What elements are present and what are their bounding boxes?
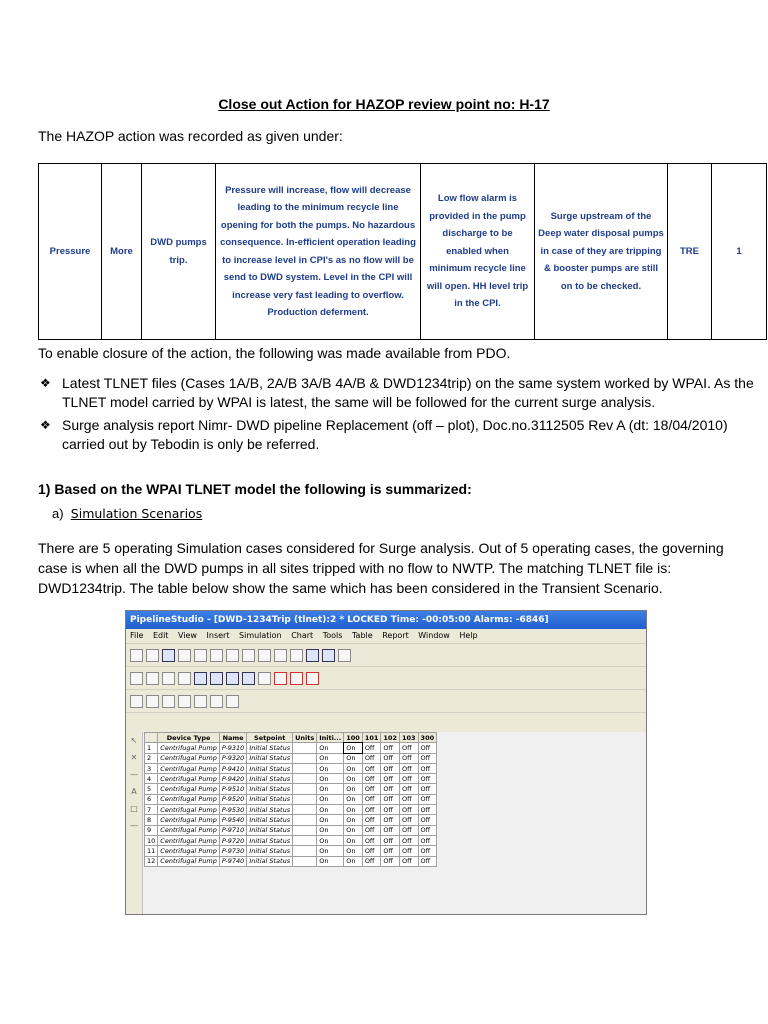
- column-header[interactable]: Units: [293, 733, 317, 743]
- table-cell[interactable]: 6: [145, 794, 158, 804]
- redo-icon[interactable]: [274, 649, 287, 662]
- table-cell[interactable]: P-9540: [219, 815, 246, 825]
- hazop-parameter: Pressure: [39, 164, 102, 340]
- valve-icon[interactable]: [242, 672, 255, 685]
- table-cell[interactable]: P-9710: [219, 825, 246, 835]
- table-cell[interactable]: Off: [418, 815, 437, 825]
- print-icon[interactable]: [178, 649, 191, 662]
- menu-bar: [126, 629, 646, 644]
- bullet-text: Surge analysis report Nimr- DWD pipeline Replacement (off – plot), Doc.no.3112505 Rev A (dt: 18/04/2010) carried out by Tebodin is only be referred.: [62, 417, 728, 452]
- table-row[interactable]: [145, 794, 437, 804]
- table-row[interactable]: [145, 743, 437, 753]
- align-icon[interactable]: [130, 695, 143, 708]
- menu-item[interactable]: File: [130, 631, 144, 640]
- table-row[interactable]: [145, 774, 437, 784]
- table-cell[interactable]: Off: [381, 805, 400, 815]
- table-row[interactable]: [145, 825, 437, 835]
- column-header[interactable]: [145, 733, 158, 743]
- column-header[interactable]: Setpoint: [247, 733, 293, 743]
- table-cell[interactable]: P-9530: [219, 805, 246, 815]
- table-cell[interactable]: Off: [418, 835, 437, 845]
- table-cell[interactable]: Off: [362, 856, 381, 866]
- table-cell[interactable]: P-9730: [219, 846, 246, 856]
- table-cell[interactable]: Off: [362, 846, 381, 856]
- table-cell[interactable]: 5: [145, 784, 158, 794]
- table-cell[interactable]: On: [344, 815, 363, 825]
- hazop-priority: 1: [712, 164, 767, 340]
- table-cell[interactable]: 10: [145, 835, 158, 845]
- table-cell[interactable]: Off: [418, 753, 437, 763]
- menu-item[interactable]: Help: [459, 631, 478, 640]
- table-cell[interactable]: Initial Status: [247, 835, 293, 845]
- table-cell[interactable]: Off: [381, 753, 400, 763]
- copy-icon[interactable]: [226, 649, 239, 662]
- table-cell[interactable]: Off: [399, 743, 418, 753]
- menu-item[interactable]: Table: [351, 631, 373, 640]
- table-row[interactable]: [145, 753, 437, 763]
- table-cell[interactable]: Off: [418, 763, 437, 773]
- table-cell[interactable]: Initial Status: [247, 784, 293, 794]
- table-cell[interactable]: On: [317, 763, 344, 773]
- table-cell[interactable]: Off: [362, 825, 381, 835]
- table-cell[interactable]: 12: [145, 856, 158, 866]
- table-cell[interactable]: Centrifugal Pump: [158, 743, 220, 753]
- table-cell[interactable]: On: [317, 743, 344, 753]
- bullet-text: Latest TLNET files (Cases 1A/B, 2A/B 3A/B 4A/B & DWD1234trip) on the same system worked by WPAI. As the TLNET model carried by WPAI is latest, the same will be followed for the current surge analysis.: [62, 375, 754, 410]
- table-cell[interactable]: On: [344, 805, 363, 815]
- table-cell[interactable]: Centrifugal Pump: [158, 774, 220, 784]
- table-cell[interactable]: Centrifugal Pump: [158, 825, 220, 835]
- table-cell[interactable]: Off: [399, 794, 418, 804]
- table-cell[interactable]: Off: [399, 805, 418, 815]
- table-cell[interactable]: Off: [418, 856, 437, 866]
- line-icon[interactable]: [274, 672, 287, 685]
- data-grid-area: [126, 732, 646, 914]
- table-cell[interactable]: Centrifugal Pump: [158, 763, 220, 773]
- menu-item[interactable]: Chart: [291, 631, 314, 640]
- print-preview-icon[interactable]: [194, 649, 207, 662]
- table-cell[interactable]: Off: [399, 856, 418, 866]
- table-cell[interactable]: On: [317, 835, 344, 845]
- table-cell[interactable]: Initial Status: [247, 753, 293, 763]
- table-cell[interactable]: Centrifugal Pump: [158, 794, 220, 804]
- table-cell[interactable]: Centrifugal Pump: [158, 856, 220, 866]
- toolbar-3: [126, 690, 646, 713]
- table-cell[interactable]: Off: [362, 815, 381, 825]
- table-cell[interactable]: Off: [418, 825, 437, 835]
- table-cell[interactable]: [293, 846, 317, 856]
- menu-item[interactable]: Simulation: [239, 631, 282, 640]
- table-cell[interactable]: Centrifugal Pump: [158, 784, 220, 794]
- table-cell[interactable]: Off: [362, 835, 381, 845]
- undo-icon[interactable]: [258, 649, 271, 662]
- table-cell[interactable]: Off: [381, 763, 400, 773]
- table-row[interactable]: [145, 763, 437, 773]
- table-cell[interactable]: Off: [418, 805, 437, 815]
- table-cell[interactable]: On: [344, 856, 363, 866]
- table-cell[interactable]: Centrifugal Pump: [158, 815, 220, 825]
- table-cell[interactable]: On: [344, 753, 363, 763]
- wave-icon[interactable]: [290, 672, 303, 685]
- column-header[interactable]: 101: [362, 733, 381, 743]
- table-cell[interactable]: Initial Status: [247, 763, 293, 773]
- delete-icon[interactable]: ✕: [130, 753, 138, 762]
- table-cell[interactable]: Off: [418, 794, 437, 804]
- table-cell[interactable]: On: [344, 763, 363, 773]
- table-cell[interactable]: On: [317, 846, 344, 856]
- table-cell[interactable]: Off: [399, 784, 418, 794]
- step-icon[interactable]: [226, 695, 239, 708]
- table-cell[interactable]: [293, 825, 317, 835]
- table-cell[interactable]: Off: [399, 774, 418, 784]
- palette-sidebar: [126, 732, 143, 914]
- table-row[interactable]: [145, 856, 437, 866]
- hazop-consequence: Pressure will increase, flow will decrease leading to the minimum recycle line opening for both the pumps. No hazardous consequence. In-efficient operation leading to increase level in CPI's as no flow will be send to DWD system. Level in the CPI will increase very fast leading to overflow. Production deferment.: [216, 164, 421, 340]
- table-cell[interactable]: Off: [362, 774, 381, 784]
- table-cell[interactable]: Off: [381, 825, 400, 835]
- paste-icon[interactable]: [242, 649, 255, 662]
- table-cell[interactable]: Off: [418, 774, 437, 784]
- table-header-row: [145, 733, 437, 743]
- table-row[interactable]: [145, 846, 437, 856]
- table-cell[interactable]: On: [344, 743, 363, 753]
- table-row[interactable]: [145, 805, 437, 815]
- toolbar-1: [126, 644, 646, 667]
- table-cell[interactable]: On: [317, 825, 344, 835]
- table-cell[interactable]: P-9510: [219, 784, 246, 794]
- table-cell[interactable]: Off: [399, 825, 418, 835]
- distribute-icon[interactable]: [146, 695, 159, 708]
- column-header[interactable]: Initi...: [317, 733, 344, 743]
- hazop-cause: DWD pumps trip.: [142, 164, 216, 340]
- table-cell[interactable]: Off: [381, 743, 400, 753]
- table-cell[interactable]: Initial Status: [247, 846, 293, 856]
- table-cell[interactable]: On: [317, 815, 344, 825]
- table-cell[interactable]: [293, 815, 317, 825]
- table-cell[interactable]: [293, 794, 317, 804]
- table-cell[interactable]: Initial Status: [247, 856, 293, 866]
- bullet-list: [38, 374, 768, 458]
- device-table: [144, 732, 437, 867]
- subsection-title: Simulation Scenarios: [70, 506, 203, 521]
- cut-icon[interactable]: [210, 649, 223, 662]
- intro-text: The HAZOP action was recorded as given under:: [38, 128, 343, 144]
- table-cell[interactable]: Off: [399, 846, 418, 856]
- table-cell[interactable]: Off: [399, 763, 418, 773]
- hazop-safeguards: Low flow alarm is provided in the pump discharge to be enabled when minimum recycle line will open. HH level trip in the CPI.: [421, 164, 535, 340]
- table-cell[interactable]: On: [317, 753, 344, 763]
- table-cell[interactable]: 7: [145, 805, 158, 815]
- text-tool-icon[interactable]: A: [131, 787, 137, 796]
- report-icon[interactable]: [338, 649, 351, 662]
- page-title: Close out Action for HAZOP review point no: H-17: [218, 96, 550, 112]
- table-cell[interactable]: 2: [145, 753, 158, 763]
- table-cell[interactable]: [293, 835, 317, 845]
- table-cell[interactable]: P-9740: [219, 856, 246, 866]
- table-cell[interactable]: Off: [399, 835, 418, 845]
- enable-text: To enable closure of the action, the following was made available from PDO.: [38, 345, 511, 361]
- stop-icon[interactable]: [194, 695, 207, 708]
- box-tool-icon[interactable]: □: [130, 804, 138, 813]
- table-cell[interactable]: On: [344, 794, 363, 804]
- table-cell[interactable]: 4: [145, 774, 158, 784]
- table-cell[interactable]: Off: [381, 815, 400, 825]
- column-header[interactable]: 100: [344, 733, 363, 743]
- play-icon[interactable]: [178, 695, 191, 708]
- check-icon[interactable]: [258, 672, 271, 685]
- table-cell[interactable]: Off: [381, 794, 400, 804]
- table-row[interactable]: [145, 815, 437, 825]
- section-heading: 1) Based on the WPAI TLNET model the following is summarized:: [38, 481, 472, 497]
- diamond-bullet-icon: ❖: [40, 376, 51, 390]
- table-cell[interactable]: Off: [362, 794, 381, 804]
- find-icon[interactable]: [290, 649, 303, 662]
- table-cell[interactable]: [293, 805, 317, 815]
- table-cell[interactable]: Initial Status: [247, 815, 293, 825]
- list-item: [38, 374, 768, 412]
- select-icon[interactable]: [178, 672, 191, 685]
- table-cell[interactable]: Off: [418, 846, 437, 856]
- table-cell[interactable]: Off: [399, 753, 418, 763]
- table-cell[interactable]: 9: [145, 825, 158, 835]
- table-cell[interactable]: 3: [145, 763, 158, 773]
- table-cell[interactable]: [293, 743, 317, 753]
- table-row: [39, 164, 767, 340]
- table-icon[interactable]: [306, 649, 319, 662]
- list-item: [38, 416, 768, 454]
- table-cell[interactable]: 11: [145, 846, 158, 856]
- table-cell[interactable]: On: [317, 805, 344, 815]
- table-cell[interactable]: Initial Status: [247, 774, 293, 784]
- hazop-table: [38, 163, 767, 340]
- table-cell[interactable]: [293, 774, 317, 784]
- table-cell[interactable]: P-9310: [219, 743, 246, 753]
- table-cell[interactable]: Off: [362, 743, 381, 753]
- table-cell[interactable]: On: [317, 856, 344, 866]
- zoom-out-icon[interactable]: [146, 672, 159, 685]
- menu-item[interactable]: Tools: [322, 631, 343, 640]
- table-cell[interactable]: [293, 856, 317, 866]
- table-cell[interactable]: Off: [381, 846, 400, 856]
- save-icon[interactable]: [162, 649, 175, 662]
- table-cell[interactable]: Off: [418, 743, 437, 753]
- menu-item[interactable]: Insert: [206, 631, 230, 640]
- table-cell[interactable]: Centrifugal Pump: [158, 846, 220, 856]
- table-cell[interactable]: On: [317, 784, 344, 794]
- new-file-icon[interactable]: [130, 649, 143, 662]
- table-cell[interactable]: P-9420: [219, 774, 246, 784]
- table-cell[interactable]: 8: [145, 815, 158, 825]
- column-header[interactable]: Name: [219, 733, 246, 743]
- table-cell[interactable]: On: [317, 774, 344, 784]
- table-cell[interactable]: Off: [381, 856, 400, 866]
- pointer-icon[interactable]: ↖: [130, 736, 138, 745]
- table-cell[interactable]: Initial Status: [247, 743, 293, 753]
- table-cell[interactable]: On: [344, 835, 363, 845]
- node-icon[interactable]: [210, 672, 223, 685]
- column-header[interactable]: 102: [381, 733, 400, 743]
- hazop-responsible: TRE: [668, 164, 712, 340]
- line-tool-icon[interactable]: —: [130, 770, 138, 779]
- table-cell[interactable]: Off: [418, 784, 437, 794]
- table-cell[interactable]: On: [317, 794, 344, 804]
- table-cell[interactable]: 1: [145, 743, 158, 753]
- zoom-in-icon[interactable]: [130, 672, 143, 685]
- open-file-icon[interactable]: [146, 649, 159, 662]
- table-cell[interactable]: Off: [362, 805, 381, 815]
- table-cell[interactable]: Off: [362, 763, 381, 773]
- hazop-recommendation: Surge upstream of the Deep water disposal pumps in case of they are tripping & booster pumps are still on to be checked.: [535, 164, 668, 340]
- table-cell[interactable]: P-9720: [219, 835, 246, 845]
- table-cell[interactable]: P-9520: [219, 794, 246, 804]
- column-header[interactable]: Device Type: [158, 733, 220, 743]
- column-header[interactable]: 103: [399, 733, 418, 743]
- pipe-icon[interactable]: [194, 672, 207, 685]
- table-row[interactable]: [145, 835, 437, 845]
- subsection-heading: [52, 506, 202, 521]
- table-cell[interactable]: Off: [399, 815, 418, 825]
- grid-icon[interactable]: [162, 695, 175, 708]
- table-cell[interactable]: On: [344, 774, 363, 784]
- table-cell[interactable]: On: [344, 784, 363, 794]
- subsection-prefix: a): [52, 506, 64, 521]
- table-cell[interactable]: P-9410: [219, 763, 246, 773]
- table-cell[interactable]: On: [344, 846, 363, 856]
- table-cell[interactable]: Initial Status: [247, 794, 293, 804]
- pipelinestudio-screenshot: [125, 610, 647, 915]
- pipe-tool-icon[interactable]: —: [130, 821, 138, 830]
- table-cell[interactable]: On: [344, 825, 363, 835]
- window-title-bar: PipelineStudio - [DWD-1234Trip (tlnet):2 * LOCKED Time: -00:05:00 Alarms: -6846]: [126, 611, 646, 629]
- table-cell[interactable]: Off: [381, 835, 400, 845]
- column-header[interactable]: 300: [418, 733, 437, 743]
- table-cell[interactable]: [293, 763, 317, 773]
- paragraph: There are 5 operating Simulation cases considered for Surge analysis. Out of 5 operating cases, the governing case is when all the DWD pumps in all sites tripped with no flow to NWTP. The matching TLNET file is: DWD1234trip. The table below show the same which has been considered in the Transient Scenario.: [38, 540, 724, 596]
- toolbar-2: [126, 667, 646, 690]
- diamond-bullet-icon: ❖: [40, 418, 51, 432]
- chart-icon[interactable]: [322, 649, 335, 662]
- table-cell[interactable]: [293, 753, 317, 763]
- table-cell[interactable]: Centrifugal Pump: [158, 805, 220, 815]
- table-cell[interactable]: Initial Status: [247, 825, 293, 835]
- menu-item[interactable]: View: [177, 631, 197, 640]
- table-cell[interactable]: Off: [362, 753, 381, 763]
- table-cell[interactable]: Centrifugal Pump: [158, 753, 220, 763]
- table-cell[interactable]: Initial Status: [247, 805, 293, 815]
- table-cell[interactable]: P-9320: [219, 753, 246, 763]
- table-cell[interactable]: Off: [362, 784, 381, 794]
- table-cell[interactable]: [293, 784, 317, 794]
- pause-icon[interactable]: [210, 695, 223, 708]
- table-row[interactable]: [145, 784, 437, 794]
- table-cell[interactable]: Off: [381, 774, 400, 784]
- menu-item[interactable]: Report: [382, 631, 409, 640]
- hazop-guideword: More: [102, 164, 142, 340]
- table-cell[interactable]: Off: [381, 784, 400, 794]
- zoom-fit-icon[interactable]: [162, 672, 175, 685]
- flag-icon[interactable]: [306, 672, 319, 685]
- menu-item[interactable]: Window: [418, 631, 450, 640]
- table-cell[interactable]: Centrifugal Pump: [158, 835, 220, 845]
- pump-icon[interactable]: [226, 672, 239, 685]
- menu-item[interactable]: Edit: [152, 631, 169, 640]
